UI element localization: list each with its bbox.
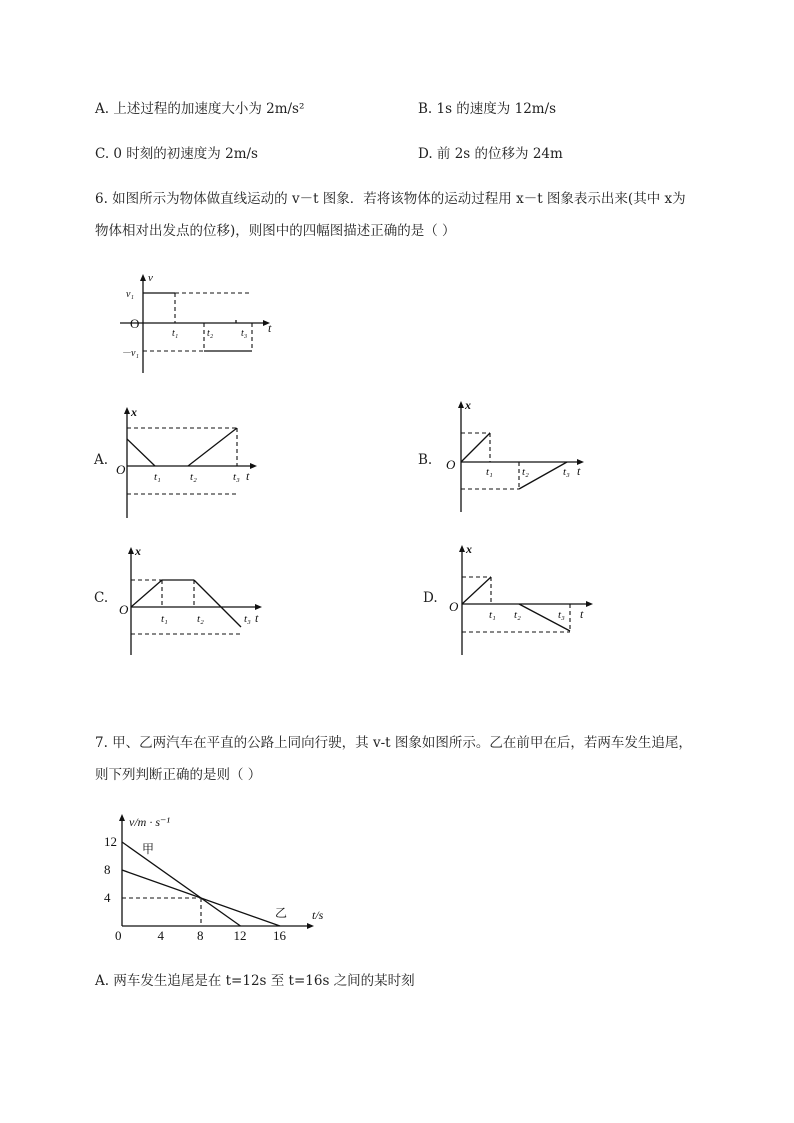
c-t1-label: t₁ xyxy=(161,613,168,625)
d-t-axis-label: t xyxy=(580,607,584,621)
vt-t1-label: t₁ xyxy=(172,328,179,339)
q6-option-b-label: B. xyxy=(418,452,433,468)
a-t-axis-label: t xyxy=(246,469,250,483)
x-tick-label: 4 xyxy=(157,928,164,943)
c-t-axis-label: t xyxy=(255,611,259,625)
vt-v1-label: v₁ xyxy=(126,289,134,300)
q7-y-axis-label: v/m · s⁻¹ xyxy=(129,815,170,829)
q7-yi-label: 乙 xyxy=(275,906,288,920)
vt-t2-label: t₂ xyxy=(207,328,214,339)
q7-question-line2: 则下列判断正确的是则（ ） xyxy=(95,767,262,783)
b-t3-label: t₃ xyxy=(563,466,570,478)
d-x-axis-label: x xyxy=(466,542,472,556)
q7-question-line1: 7. 甲、乙两汽车在平直的公路上同向行驶，其 v-t 图象如图所示。乙在前甲在后，若两车发生追尾， xyxy=(95,735,692,751)
a-t3-label: t₃ xyxy=(233,471,240,483)
x-tick-label: 8 xyxy=(197,928,204,943)
b-t2-label: t₂ xyxy=(522,466,529,478)
x-tick-label: 0 xyxy=(115,928,122,943)
q6-option-a-label: A. xyxy=(94,452,109,468)
a-t1-label: t₁ xyxy=(154,471,161,483)
q5-option-b: B. 1s 的速度为 12m/s xyxy=(418,101,557,117)
b-t1-label: t₁ xyxy=(486,466,493,478)
d-t1-label: t₁ xyxy=(489,609,496,621)
q5-option-a: A. 上述过程的加速度大小为 2m/s² xyxy=(95,101,305,117)
y-tick-label: 4 xyxy=(104,890,111,905)
b-origin-label: O xyxy=(446,457,456,472)
d-t2-label: t₂ xyxy=(514,609,521,621)
q7-jia-label: 甲 xyxy=(142,842,155,856)
q6-question-line1: 6. 如图所示为物体做直线运动的 v－t 图象．若将该物体的运动过程用 x－t 图象表示出来(其中 x为 xyxy=(95,191,686,207)
d-origin-label: O xyxy=(449,599,459,614)
b-x-axis-label: x xyxy=(465,398,471,412)
c-t2-label: t₂ xyxy=(197,613,204,625)
c-t3-label: t₃ xyxy=(244,613,251,625)
a-x-axis-label: x xyxy=(131,405,137,419)
y-tick-label: 8 xyxy=(104,862,111,877)
c-x-axis-label: x xyxy=(135,544,141,558)
vt-v-axis-label: v xyxy=(148,272,153,284)
y-tick-label: 12 xyxy=(104,834,117,849)
q6-option-d-label: D. xyxy=(423,590,438,606)
d-t3-label: t₃ xyxy=(558,609,565,621)
series-line-jia xyxy=(122,842,241,926)
q7-option-a: A. 两车发生追尾是在 t=12s 至 t=16s 之间的某时刻 xyxy=(95,973,415,989)
b-t-axis-label: t xyxy=(577,464,581,478)
a-origin-label: O xyxy=(116,462,126,477)
q6-option-c-label: C. xyxy=(94,590,109,606)
vt-t3-label: t₃ xyxy=(241,328,248,339)
q5-option-c: C. 0 时刻的初速度为 2m/s xyxy=(95,146,258,162)
q5-option-d: D. 前 2s 的位移为 24m xyxy=(418,146,563,162)
x-tick-label: 16 xyxy=(273,928,286,943)
q6-question-line2: 物体相对出发点的位移)，则图中的四幅图描述正确的是（ ） xyxy=(95,223,456,239)
a-t2-label: t₂ xyxy=(190,471,197,483)
vt-neg-v1-label: －v₁ xyxy=(121,348,139,359)
vt-t-axis-label: t xyxy=(268,321,272,335)
x-tick-label: 12 xyxy=(233,928,247,943)
q7-x-axis-label: t/s xyxy=(312,908,324,922)
c-origin-label: O xyxy=(119,602,129,617)
vt-origin-label: O xyxy=(130,316,140,331)
